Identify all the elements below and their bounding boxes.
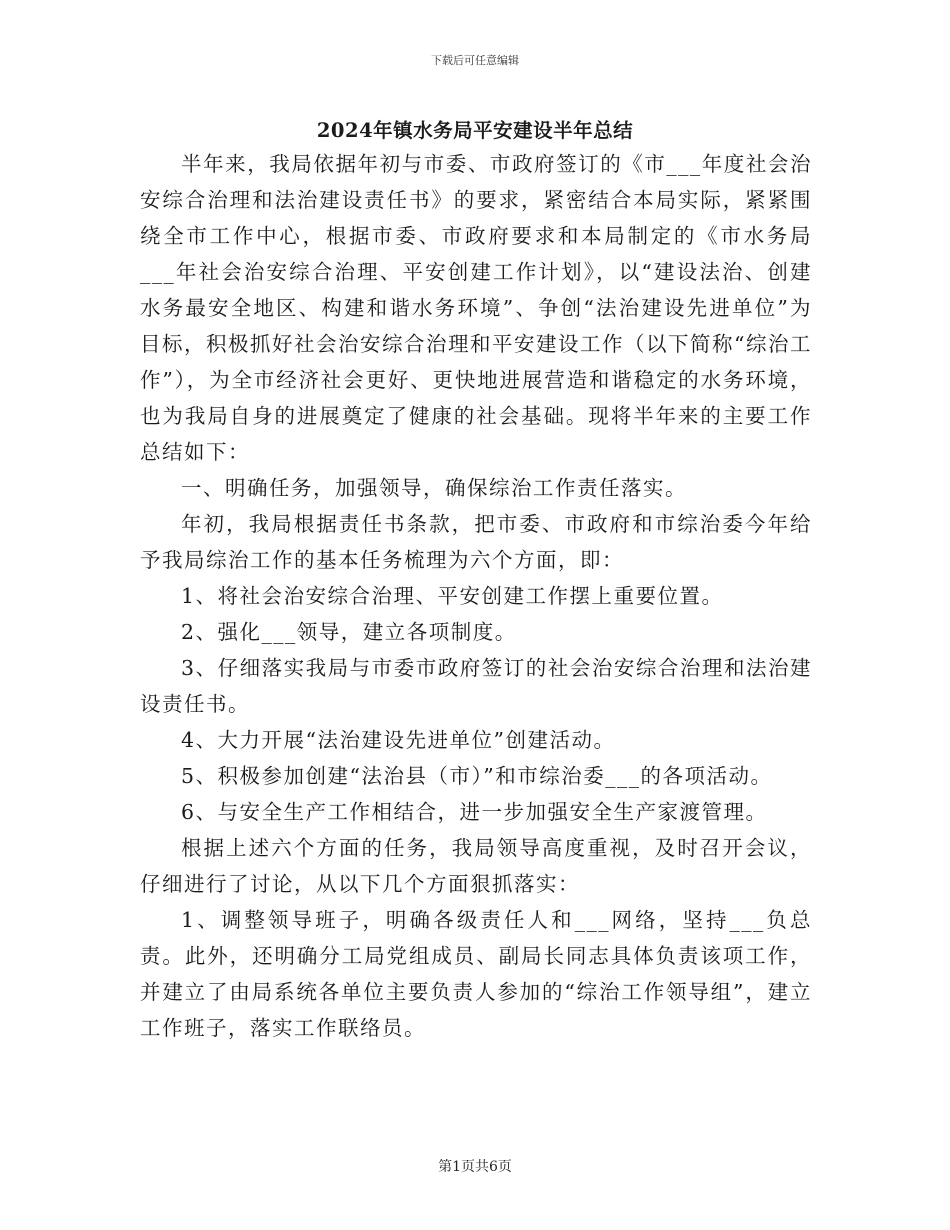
list-item: 4、大力开展“法治建设先进单位”创建活动。: [181, 728, 616, 752]
paragraph: 1、调整领导班子，明确各级责任人和___网络，坚持___负总责。此外，还明确分工局党组成员、副局长同志具体负责该项工作，并建立了由局系统各单位主要负责人参加的“综治工作领导组”，建立工作班子，落实工作联络员。: [140, 908, 812, 1040]
list-item: 6、与安全生产工作相结合，进一步加强安全生产家渡管理。: [181, 800, 768, 824]
document-title: 2024年镇水务局平安建设半年总结: [316, 119, 634, 142]
paragraph: 半年来，我局依据年初与市委、市政府签订的《市___年度社会治安综合治理和法治建设责任书》的要求，紧密结合本局实际，紧紧围绕全市工作中心，根据市委、市政府要求和本局制定的《市水务局___年社会治安综合治理、平安创建工作计划》，以“建设法治、创建水务最安全地区、构建和谐水务环境”、争创“法治建设先进单位”为目标，积极抓好社会治安综合治理和平安建设工作（以下简称“综治工作”），为全市经济社会更好、更快地进展营造和谐稳定的水务环境，也为我局自身的进展奠定了健康的社会基础。现将半年来的主要工作总结如下：: [140, 152, 812, 464]
list-item: 3、仔细落实我局与市委市政府签订的社会治安综合治理和法治建设责任书。: [140, 656, 812, 716]
list-item: 1、将社会治安综合治理、平安创建工作摆上重要位置。: [181, 584, 724, 608]
document-body: [140, 146, 812, 1046]
download-note: 下载后可任意编辑: [431, 54, 519, 67]
list-item: 5、积极参加创建“法治县（市）”和市综治委___的各项活动。: [181, 764, 773, 788]
list-item: 2、强化___领导，建立各项制度。: [181, 620, 517, 644]
paragraph: 年初，我局根据责任书条款，把市委、市政府和市综治委今年给予我局综治工作的基本任务梳理为六个方面，即：: [140, 512, 812, 572]
section-heading: 一、明确任务，加强领导，确保综治工作责任落实。: [181, 476, 687, 500]
page-number: 第1页共6页: [438, 1159, 512, 1175]
paragraph: 根据上述六个方面的任务，我局领导高度重视，及时召开会议，仔细进行了讨论，从以下几个方面狠抓落实：: [140, 836, 812, 896]
